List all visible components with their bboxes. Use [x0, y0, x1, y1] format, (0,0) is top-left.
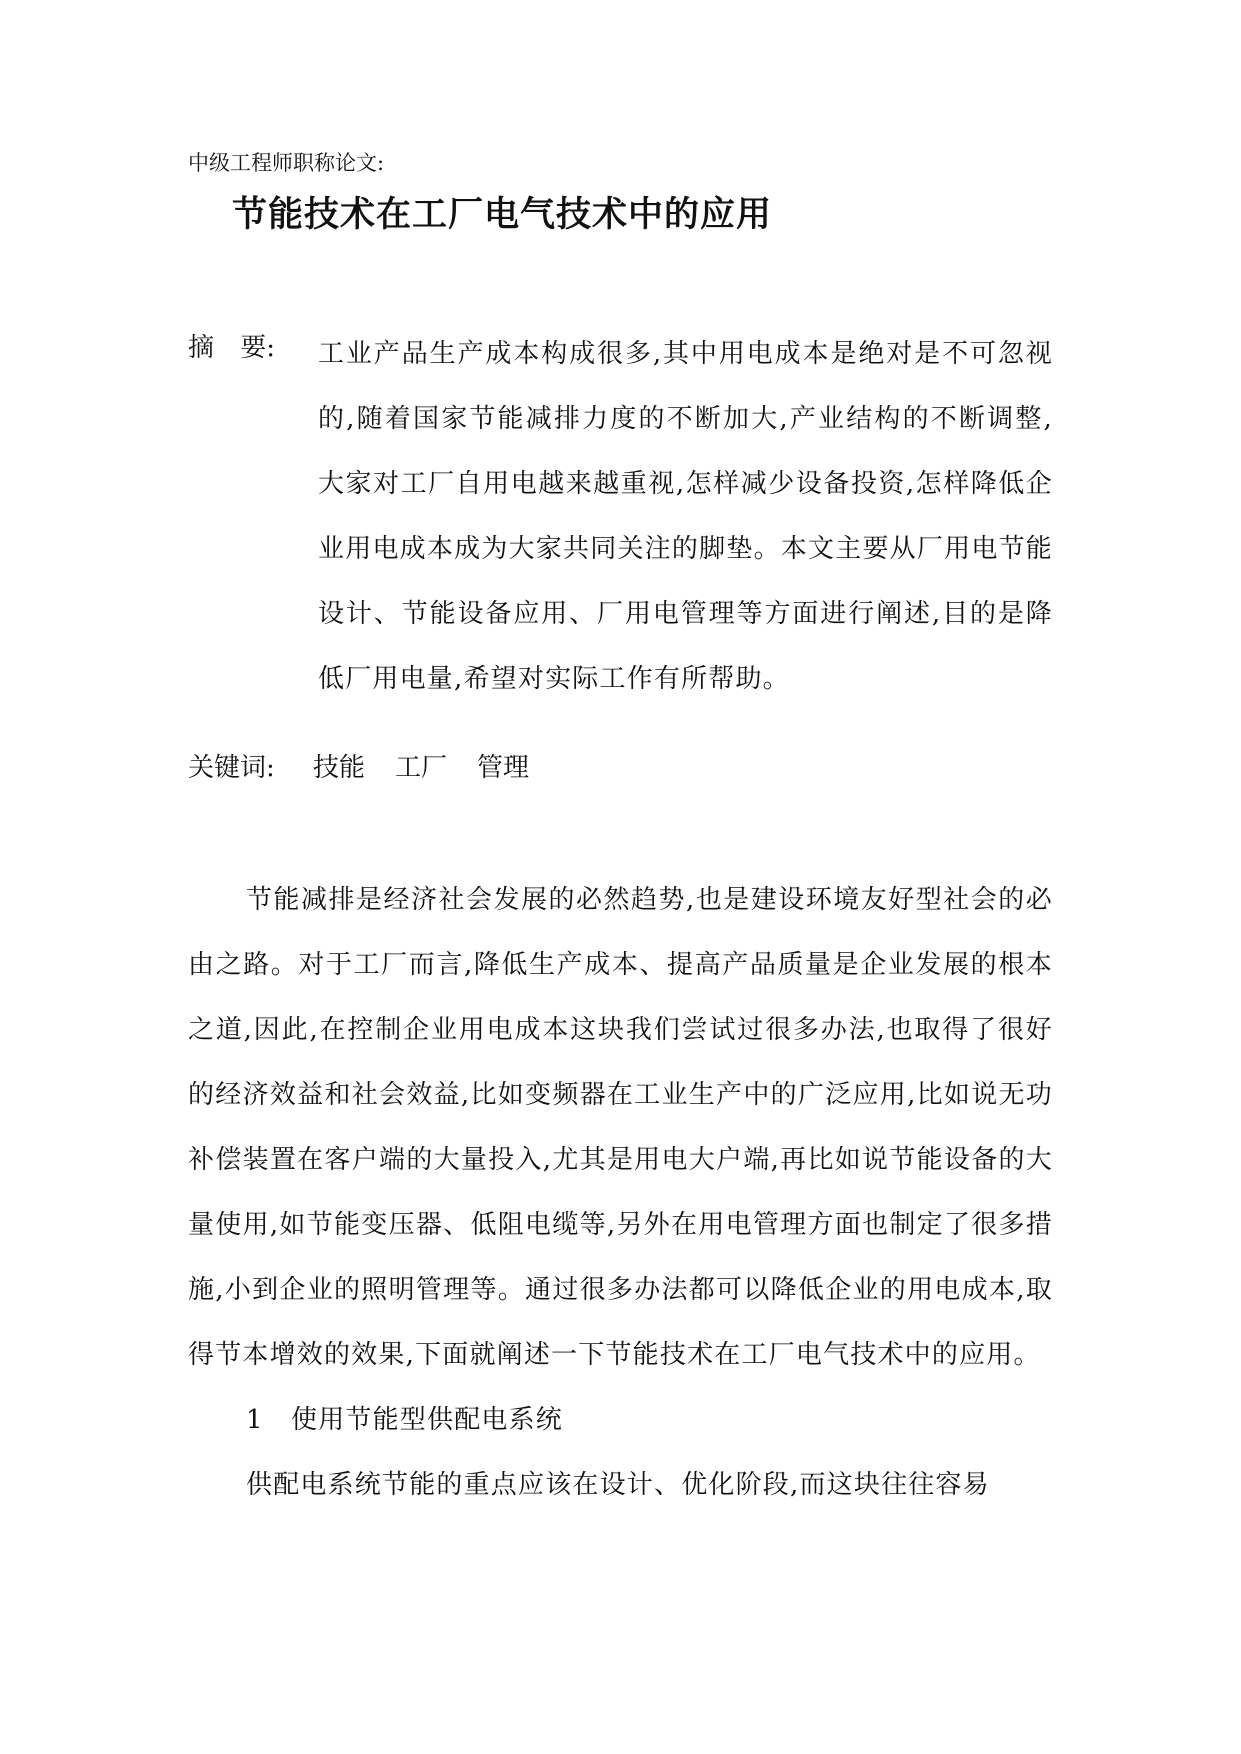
section-number: 1 — [246, 1405, 264, 1435]
keyword-item: 技能 — [313, 753, 366, 783]
keyword-item: 工厂 — [395, 753, 448, 783]
body-content — [188, 868, 1053, 1518]
abstract-text: 工业产品生产成本构成很多,其中用电成本是绝对是不可忽视的,随着国家节能减排力度的不断加大,产业结构的不断调整,大家对工厂自用电越来越重视,怎样减少设备投资,怎样降低企业用电成本成为大家共同关注的脚垫。本文主要从厂用电节能设计、节能设备应用、厂用电管理等方面进行阐述,目的是降低厂用电量,希望对实际工作有所帮助。 — [318, 339, 1053, 694]
keyword-item: 管理 — [477, 753, 530, 783]
section-heading — [188, 1388, 1053, 1453]
keywords-line — [188, 748, 559, 788]
keywords-label: 关键词: — [188, 753, 275, 783]
abstract-label: 摘 要: — [188, 333, 276, 363]
section-paragraph: 供配电系统节能的重点应该在设计、优化阶段,而这块往往容易 — [246, 1470, 990, 1500]
section-title: 使用节能型供配电系统 — [291, 1405, 564, 1435]
intro-paragraph: 节能减排是经济社会发展的必然趋势,也是建设环境友好型社会的必由之路。对于工厂而言,降低生产成本、提高产品质量是企业发展的根本之道,因此,在控制企业用电成本这块我们尝试过很多办法,也取得了很好的经济效益和社会效益,比如变频器在工业生产中的广泛应用,比如说无功补偿装置在客户端的大量投入,尤其是用电大户端,再比如说节能设备的大量使用,如节能变压器、低阻电缆等,另外在用电管理方面也制定了很多措施,小到企业的照明管理等。通过很多办法都可以降低企业的用电成本,取得节本增效的效果,下面就阐述一下节能技术在工厂电气技术中的应用。 — [188, 885, 1053, 1370]
document-label: 中级工程师职称论文: — [188, 151, 385, 175]
page-title: 节能技术在工厂电气技术中的应用 — [232, 194, 773, 235]
